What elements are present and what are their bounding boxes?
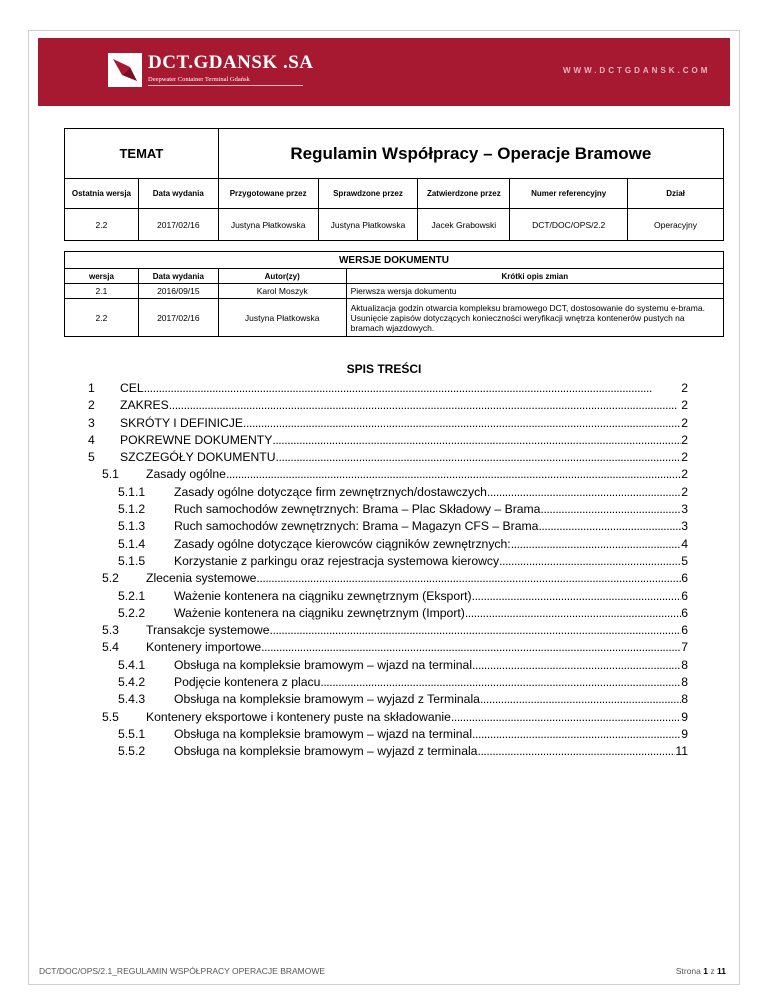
version-cell: 2.2 (65, 299, 139, 337)
toc-entry-page: 2 (681, 467, 688, 482)
toc-entry-page: 2 (681, 415, 688, 430)
toc-dot-leader (472, 726, 681, 743)
toc-entry[interactable] (88, 726, 688, 743)
header-cell: Numer referencyjny (510, 179, 628, 209)
table-row (65, 284, 724, 299)
versions-title: WERSJE DOKUMENTU (65, 252, 724, 269)
toc-entry-page: 2 (681, 450, 688, 465)
toc-dot-leader (477, 743, 675, 760)
footer-doc-ref: DCT/DOC/OPS/2.1_REGULAMIN WSPÓŁPRACY OPERACJE BRAMOWE (39, 966, 326, 976)
toc-entry-number: 5.3 (102, 623, 119, 638)
header-cell: Data wydania (138, 179, 218, 209)
toc-entry-title: Obsługa na kompleksie bramowym – wjazd na terminal (174, 657, 473, 672)
toc-entry-number: 5.2.2 (118, 605, 146, 620)
toc-entry-number: 3 (88, 415, 95, 430)
toc-dot-leader (243, 415, 681, 432)
toc-entry-page: 8 (681, 657, 688, 672)
toc-dot-leader (451, 709, 681, 726)
document-info-table (64, 128, 724, 241)
footer-page-number (676, 966, 726, 976)
toc-entry[interactable] (88, 415, 688, 432)
toc-entry-page: 2 (681, 398, 688, 413)
toc-entry[interactable] (88, 709, 688, 726)
toc-entry-page: 2 (681, 484, 688, 499)
page-label: Strona (675, 966, 701, 976)
toc-entry-number: 5.1 (102, 467, 119, 482)
toc-entry-title: Korzystanie z parkingu oraz rejestracja systemowa kierowcy (174, 553, 500, 568)
header-banner (38, 38, 730, 106)
toc-dot-leader (276, 449, 682, 466)
toc-entry[interactable] (88, 484, 688, 501)
toc-entry-number: 1 (88, 381, 95, 395)
toc-entry[interactable] (88, 691, 688, 708)
toc-entry-title: Kontenery importowe (146, 640, 262, 655)
author-cell: Karol Moszyk (218, 284, 346, 299)
toc-entry-page: 7 (681, 640, 688, 655)
logo-title: DCT.GDANSK .SA (148, 52, 314, 73)
page-current: 1 (703, 966, 708, 976)
toc-entry-title: Zasady ogólne (146, 467, 226, 482)
toc-entry[interactable] (88, 432, 688, 449)
toc-entry-number: 2 (88, 398, 95, 413)
toc-entry-page: 6 (681, 571, 688, 586)
toc-dot-leader (320, 674, 681, 691)
toc-entry-page: 9 (681, 726, 688, 741)
date-cell: 2016/09/15 (138, 284, 218, 299)
toc-entry-title: SZCZEGÓŁY DOKUMENTU (120, 450, 276, 465)
toc-entry[interactable] (88, 380, 688, 397)
value-cell: Operacyjny (628, 209, 724, 241)
toc-entry-number: 5.1.4 (118, 536, 146, 551)
logo-underline (148, 85, 303, 86)
toc-heading: SPIS TREŚCI (346, 362, 422, 376)
header-cell: Zatwierdzone przez (418, 179, 510, 209)
toc-entry[interactable] (88, 570, 688, 587)
toc-entry-number: 5.2 (102, 571, 119, 586)
toc-entry-number: 5.5 (102, 709, 119, 724)
document-title: Regulamin Współpracy – Operacje Bramowe (218, 129, 723, 179)
toc-entry-title: ZAKRES (120, 398, 169, 413)
version-cell: 2.1 (65, 284, 139, 299)
versions-table (64, 251, 724, 337)
header-cell: wersja (65, 269, 139, 284)
toc-dot-leader (256, 570, 681, 587)
toc-entry-page: 5 (681, 553, 688, 568)
toc-dot-leader (472, 588, 682, 605)
header-cell: Autor(zy) (218, 269, 346, 284)
toc-entry-number: 5.2.1 (118, 588, 146, 603)
toc-entry-number: 5.4.3 (118, 692, 146, 707)
header-cell: Dział (628, 179, 724, 209)
toc-entry-page: 3 (681, 502, 688, 517)
toc-entry-page: 2 (681, 381, 688, 395)
description-cell: Aktualizacja godzin otwarcia kompleksu bramowego DCT, dostosowanie do systemu e-brama. Usunięcie zapisów dotyczących konieczności weryfikacji wnętrza kontenerów pustych na bramach wjazdowych. (346, 299, 723, 337)
value-cell: Jacek Grabowski (418, 209, 510, 241)
toc-dot-leader (144, 380, 682, 397)
toc-dot-leader (169, 397, 681, 414)
toc-entry[interactable] (88, 743, 688, 760)
toc-entry-number: 5 (88, 450, 95, 465)
toc-entry-number: 4 (88, 432, 95, 447)
toc-entry-page: 9 (681, 709, 688, 724)
toc-entry-title: Ważenie kontenera na ciągniku zewnętrznym (Eksport) (174, 588, 472, 603)
toc-dot-leader (465, 605, 681, 622)
toc-entry-page: 3 (681, 519, 688, 534)
toc-dot-leader (499, 553, 681, 570)
toc-dot-leader (511, 536, 682, 553)
toc-entry-title: Zlecenia systemowe (146, 571, 257, 586)
value-cell: Justyna Płatkowska (318, 209, 418, 241)
header-cell: Przygotowane przez (218, 179, 318, 209)
value-cell: 2017/02/16 (138, 209, 218, 241)
toc-entry[interactable] (88, 449, 688, 466)
value-cell: DCT/DOC/OPS/2.2 (510, 209, 628, 241)
toc-entry[interactable] (88, 622, 688, 639)
toc-entry-number: 5.5.1 (118, 726, 146, 741)
author-cell: Justyna Płatkowska (218, 299, 346, 337)
toc-entry-page: 8 (681, 675, 688, 690)
toc-entry-page: 8 (681, 692, 688, 707)
description-cell: Pierwsza wersja dokumentu (346, 284, 723, 299)
toc-entry-title: Ruch samochodów zewnętrznych: Brama – Plac Składowy – Brama (174, 502, 541, 517)
toc-entry[interactable] (88, 553, 688, 570)
toc-dot-leader (226, 466, 681, 483)
toc-entry-title: Podjęcie kontenera z placu (174, 675, 321, 690)
site-url[interactable]: WWW.DCTGDANSK.COM (563, 66, 711, 75)
toc-entry-number: 5.5.2 (118, 744, 146, 759)
value-cell: 2.2 (65, 209, 139, 241)
toc-entry[interactable] (88, 536, 688, 553)
table-row (65, 299, 724, 337)
logo-subtitle: Deepwater Container Terminal Gdańsk (148, 76, 250, 83)
toc-entry-number: 5.4.2 (118, 675, 146, 690)
toc-entry-page: 6 (681, 605, 688, 620)
toc-entry-title: Zasady ogólne dotyczące kierowców ciągników zewnętrznych: (174, 536, 511, 551)
table-of-contents (88, 380, 688, 761)
toc-entry-title: Zasady ogólne dotyczące firm zewnętrznych/dostawczych (174, 484, 487, 499)
page-separator: z (710, 966, 715, 976)
toc-entry-title: CEL (120, 381, 144, 395)
toc-entry-title: Transakcje systemowe (146, 623, 270, 638)
toc-dot-leader (487, 484, 681, 501)
toc-entry[interactable] (88, 518, 688, 535)
toc-entry-page: 11 (675, 744, 688, 759)
toc-dot-leader (540, 501, 681, 518)
toc-dot-leader (272, 432, 681, 449)
toc-entry-page: 2 (681, 432, 688, 447)
date-cell: 2017/02/16 (138, 299, 218, 337)
toc-entry[interactable] (88, 397, 688, 414)
toc-entry[interactable] (88, 639, 688, 656)
toc-entry-title: SKRÓTY I DEFINICJE (120, 415, 244, 430)
toc-entry-title: Obsługa na kompleksie bramowym – wjazd na terminal (174, 726, 473, 741)
toc-entry-title: Ruch samochodów zewnętrznych: Brama – Magazyn CFS – Brama (174, 519, 539, 534)
header-cell: Data wydania (138, 269, 218, 284)
toc-entry[interactable] (88, 657, 688, 674)
header-cell: Ostatnia wersja (65, 179, 139, 209)
header-cell: Krótki opis zmian (346, 269, 723, 284)
toc-entry-number: 5.1.1 (118, 484, 146, 499)
toc-entry-number: 5.1.3 (118, 519, 146, 534)
toc-entry[interactable] (88, 674, 688, 691)
toc-entry-number: 5.4 (102, 640, 119, 655)
dct-logo-icon (108, 53, 142, 87)
toc-dot-leader (480, 691, 681, 708)
value-cell: Justyna Płatkowska (218, 209, 318, 241)
toc-entry-number: 5.4.1 (118, 657, 146, 672)
page-total: 11 (717, 966, 726, 976)
toc-dot-leader (261, 639, 681, 656)
toc-entry[interactable] (88, 501, 688, 518)
header-cell: Sprawdzone przez (318, 179, 418, 209)
toc-entry-number: 5.1.2 (118, 502, 146, 517)
toc-entry-page: 6 (681, 623, 688, 638)
toc-entry-title: Ważenie kontenera na ciągniku zewnętrznym (Import) (174, 605, 465, 620)
toc-entry-title: POKREWNE DOKUMENTY (120, 432, 273, 447)
toc-entry[interactable] (88, 588, 688, 605)
toc-entry-page: 6 (681, 588, 688, 603)
toc-entry-number: 5.1.5 (118, 553, 146, 568)
toc-dot-leader (472, 657, 681, 674)
toc-entry-title: Obsługa na kompleksie bramowym – wyjazd z terminala (174, 744, 478, 759)
toc-dot-leader (270, 622, 682, 639)
toc-entry-title: Obsługa na kompleksie bramowym – wyjazd z Terminala (174, 692, 480, 707)
toc-entry[interactable] (88, 605, 688, 622)
toc-entry[interactable] (88, 466, 688, 483)
temat-label: TEMAT (65, 129, 219, 179)
toc-entry-title: Kontenery eksportowe i kontenery puste na składowanie (146, 709, 451, 724)
toc-dot-leader (538, 518, 681, 535)
toc-entry-page: 4 (681, 536, 688, 551)
